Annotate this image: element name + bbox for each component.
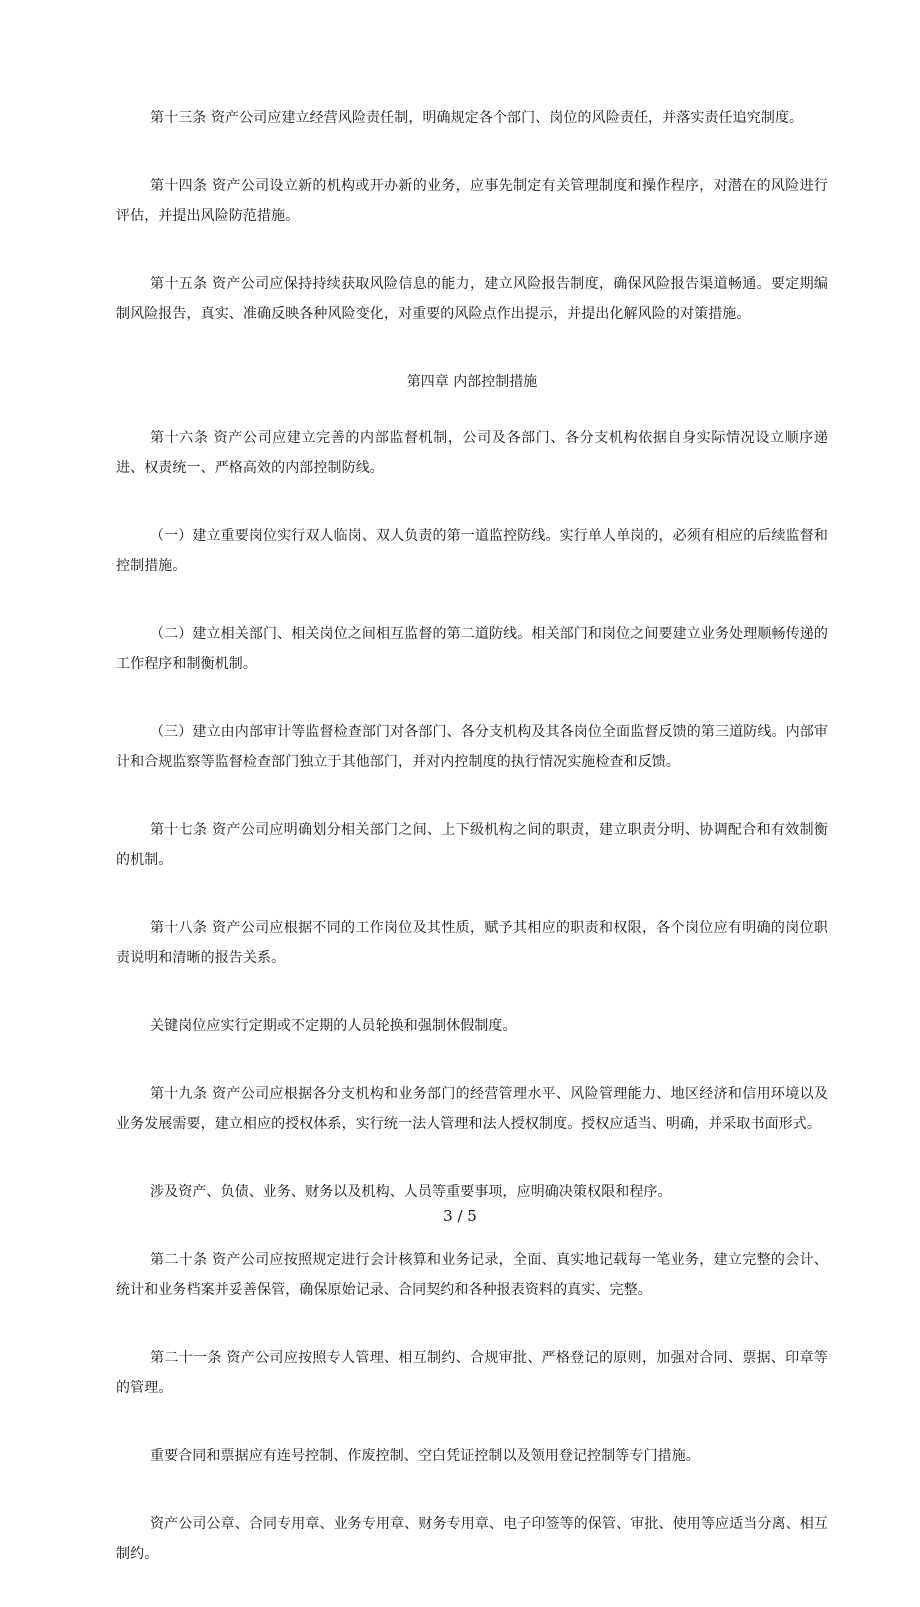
article-paragraph: 第十五条 资产公司应保持持续获取风险信息的能力，建立风险报告制度，确保风险报告渠道畅通。要定期编制风险报告，真实、准确反映各种风险变化，对重要的风险点作出提示，并提出化解风险的对策措施。: [116, 276, 828, 322]
chapter-heading: 第四章 内部控制措施: [406, 374, 538, 390]
article-paragraph: 第十七条 资产公司应明确划分相关部门之间、上下级机构之间的职责，建立职责分明、协调配合和有效制衡的机制。: [116, 822, 828, 868]
document-body: [116, 103, 828, 1607]
article-paragraph: （一）建立重要岗位实行双人临岗、双人负责的第一道监控防线。实行单人单岗的，必须有相应的后续监督和控制措施。: [116, 528, 828, 574]
article-paragraph: 第十四条 资产公司设立新的机构或开办新的业务，应事先制定有关管理制度和操作程序，对潜在的风险进行评估，并提出风险防范措施。: [116, 178, 828, 224]
article-paragraph: 第二十一条 资产公司应按照专人管理、相互制约、合规审批、严格登记的原则，加强对合同、票据、印章等的管理。: [116, 1350, 828, 1396]
article-paragraph: 第十六条 资产公司应建立完善的内部监督机制，公司及各部门、各分支机构依据自身实际情况设立顺序递进、权责统一、严格高效的内部控制防线。: [116, 430, 828, 476]
page-number: 3 / 5: [443, 1207, 477, 1225]
article-paragraph: 第十九条 资产公司应根据各分支机构和业务部门的经营管理水平、风险管理能力、地区经济和信用环境以及业务发展需要，建立相应的授权体系，实行统一法人管理和法人授权制度。授权应适当、明确，并采取书面形式。: [116, 1086, 828, 1132]
article-paragraph: （三）建立由内部审计等监督检查部门对各部门、各分支机构及其各岗位全面监督反馈的第三道防线。内部审计和合规监察等监督检查部门独立于其他部门，并对内控制度的执行情况实施检查和反馈。: [116, 724, 828, 770]
article-paragraph: 第十三条 资产公司应建立经营风险责任制，明确规定各个部门、岗位的风险责任，并落实责任追究制度。: [150, 110, 804, 126]
article-paragraph: （二）建立相关部门、相关岗位之间相互监督的第二道防线。相关部门和岗位之间要建立业务处理顺畅传递的工作程序和制衡机制。: [116, 626, 828, 672]
article-paragraph: 第二十条 资产公司应按照规定进行会计核算和业务记录，全面、真实地记载每一笔业务，建立完整的会计、统计和业务档案并妥善保管，确保原始记录、合同契约和各种报表资料的真实、完整。: [116, 1252, 828, 1298]
article-paragraph: 第十八条 资产公司应根据不同的工作岗位及其性质，赋予其相应的职责和权限，各个岗位应有明确的岗位职责说明和清晰的报告关系。: [116, 920, 828, 966]
article-paragraph: 关键岗位应实行定期或不定期的人员轮换和强制休假制度。: [150, 1018, 517, 1034]
article-paragraph: 资产公司公章、合同专用章、业务专用章、财务专用章、电子印签等的保管、审批、使用等应适当分离、相互制约。: [116, 1516, 828, 1562]
article-paragraph: 重要合同和票据应有连号控制、作废控制、空白凭证控制以及领用登记控制等专门措施。: [150, 1448, 700, 1464]
article-paragraph: 涉及资产、负债、业务、财务以及机构、人员等重要事项，应明确决策权限和程序。: [150, 1184, 672, 1200]
